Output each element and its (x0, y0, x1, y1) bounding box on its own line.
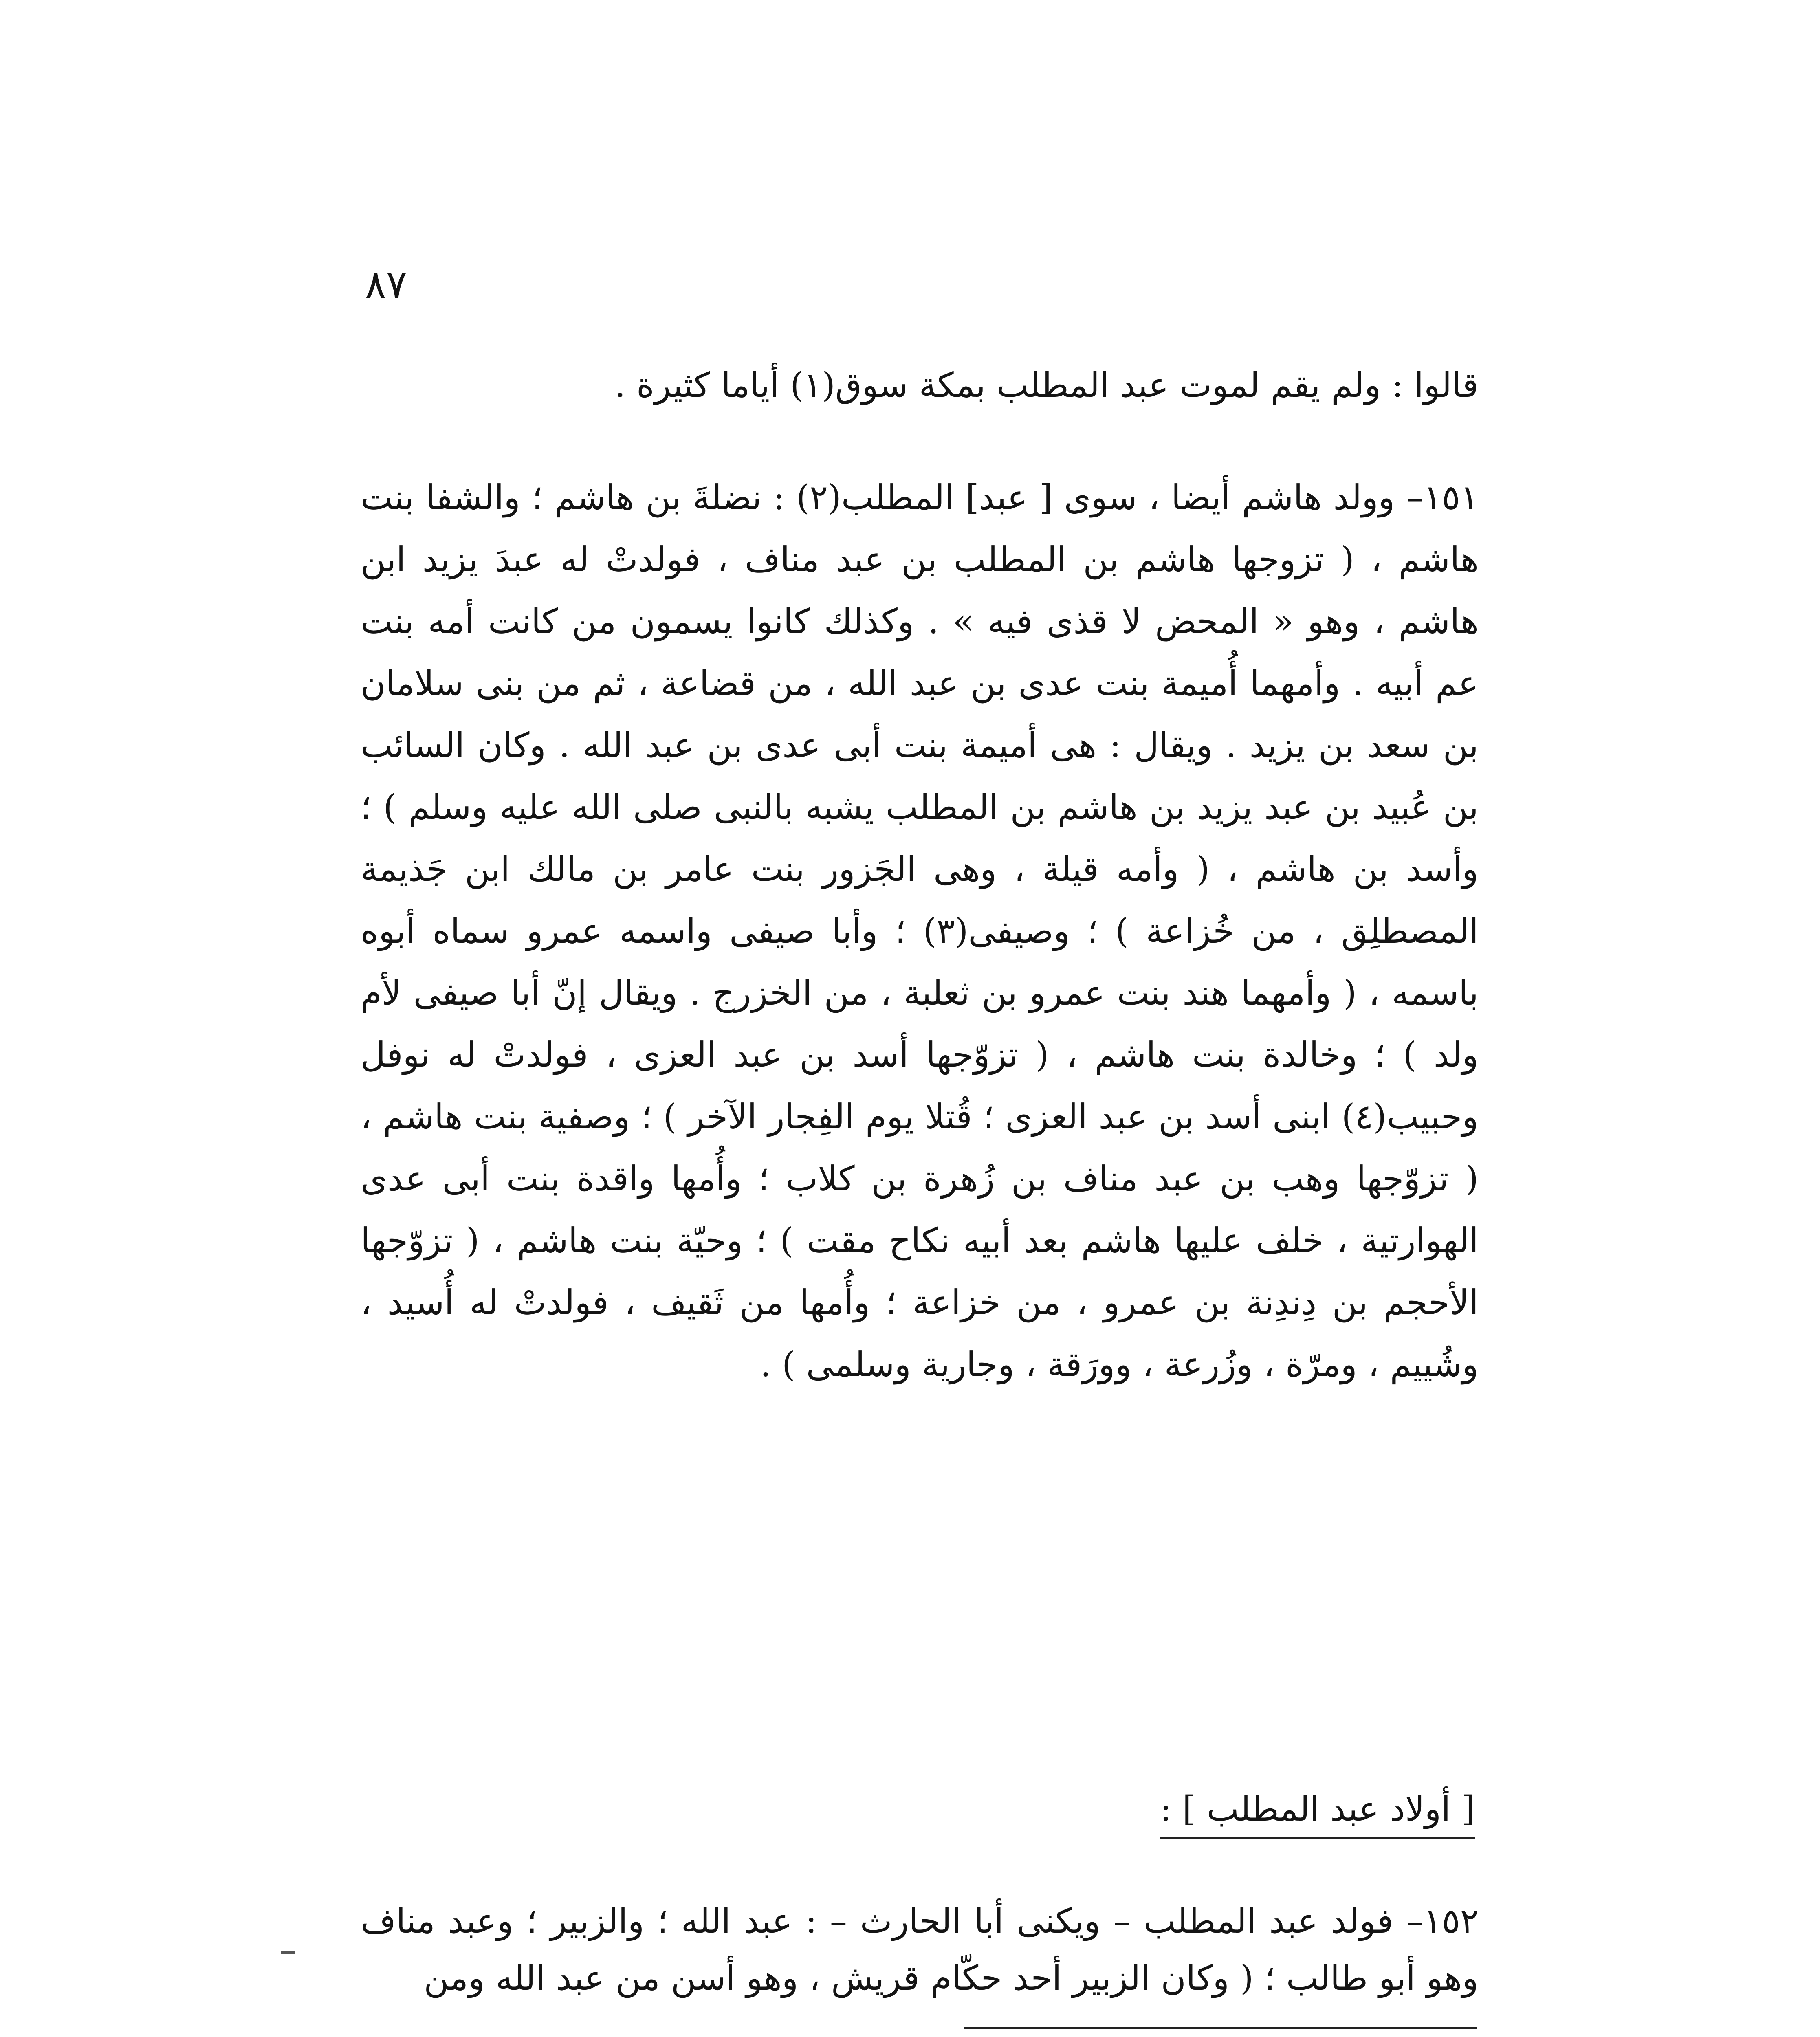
paragraph-152 (361, 1892, 1479, 2006)
intro-line: قالوا : ولم يقم لموت عبد المطلب بمكة سوق(١) أياما كثيرة . (614, 365, 1479, 405)
footnote-divider (964, 2027, 1477, 2029)
paragraph-151-text: ١٥١– وولد هاشم أيضا ، سوى [ عبد] المطلب(٢) : نضلةَ بن هاشم ؛ والشفا بنت هاشم ، ( تزوجها هاشم بن المطلب بن عبد مناف ، فولدتْ له عبدَ يزيد ابن هاشم ، وهو « المحض لا قذى فيه » . وكذلك كانوا يسمون من كانت أمه بنت عم أبيه . وأمهما أُميمة بنت عدى بن عبد الله ، من قضاعة ، ثم من بنى سلامان بن سعد بن يزيد . ويقال : هى أميمة بنت أبى عدى بن عبد الله . وكان السائب بن عُبيد بن عبد يزيد بن هاشم بن المطلب يشبه بالنبى صلى الله عليه وسلم ) ؛ وأسد بن هاشم ، ( وأمه قيلة ، وهى الجَزور بنت عامر بن مالك ابن جَذيمة المصطلِق ، من خُزاعة ) ؛ وصيفى(٣) ؛ وأبا صيفى واسمه عمرو سماه أبوه باسمه ، ( وأمهما هند بنت عمرو بن ثعلبة ، من الخزرج . ويقال إنّ أبا صيفى لأم ولد ) ؛ وخالدة بنت هاشم ، ( تزوّجها أسد بن عبد العزى ، فولدتْ له نوفل وحبيب(٤) ابنى أسد بن عبد العزى ؛ قُتلا يوم الفِجار الآخر ) ؛ وصفية بنت هاشم ، ( تزوّجها وهب بن عبد مناف بن زُهرة بن كلاب ؛ وأُمها واقدة بنت أبى عدى الهوارتية ، خلف عليها هاشم بعد أبيه نكاح مقت ) ؛ وحيّة بنت هاشم ، ( تزوّجها الأحجم بن دِندِنة بن عمرو ، من خزاعة ؛ وأُمها من ثَقيف ، فولدتْ له أُسيد ، وشُييم ، ومرّة ، وزُرعة ، وورَقة ، وجارية وسلمى ) . (361, 477, 1479, 1384)
stray-margin-mark (281, 1951, 295, 1954)
section-heading-text: [ أولاد عبد المطلب ] : (1160, 1786, 1475, 1839)
paragraph-151 (361, 466, 1479, 1395)
section-heading (994, 1786, 1475, 1835)
paragraph-152-text: ١٥٢– فولد عبد المطلب – ويكنى أبا الحارث – : عبد الله ؛ والزبير ؛ وعبد مناف وهو أبو طالب ؛ ( وكان الزبير أحد حكّام قريش ، وهو أسن من عبد الله ومن (361, 1901, 1479, 1998)
page-number: ٨٧ (365, 262, 407, 307)
